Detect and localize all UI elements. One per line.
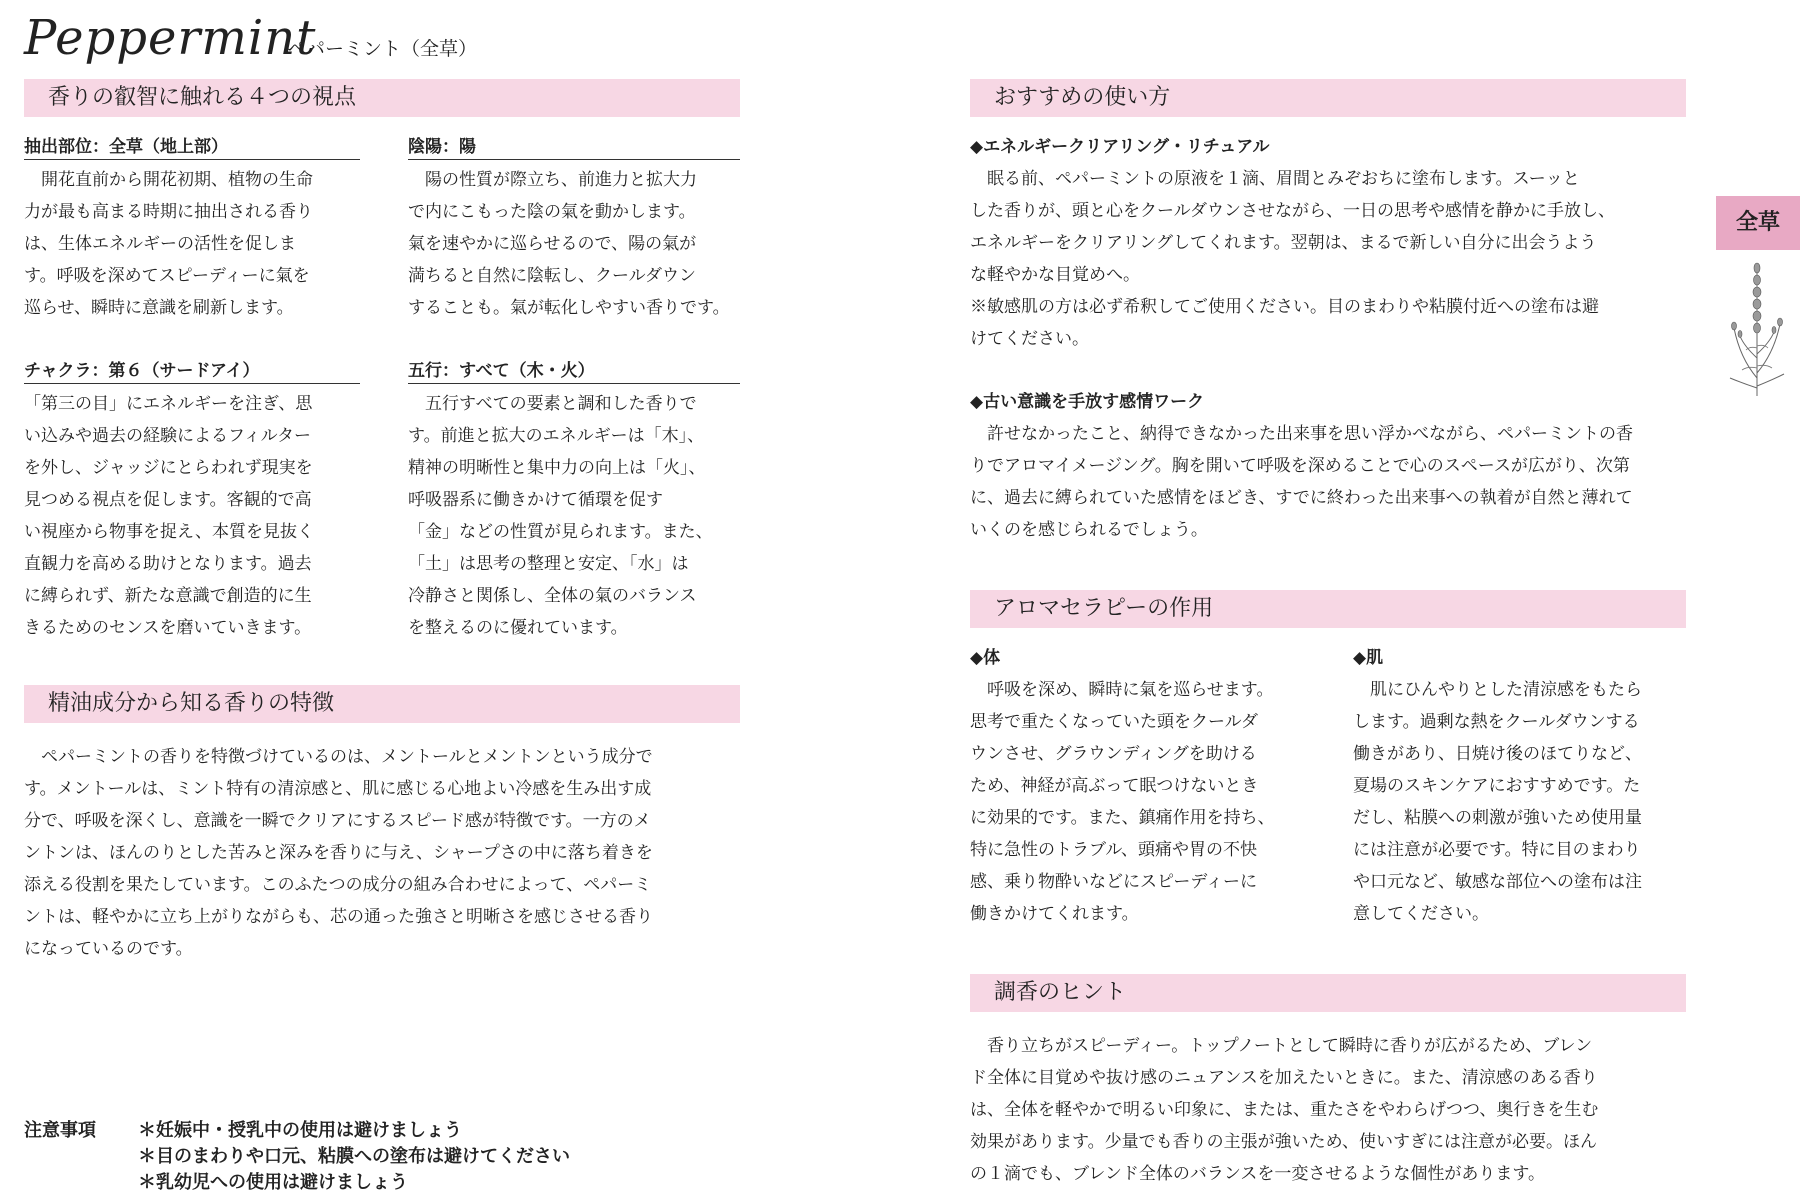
- block-heading-part: 抽出部位：全草（地上部）: [24, 135, 360, 160]
- usage-heading-clearing: ◆エネルギークリアリング・リチュアル: [970, 137, 1270, 157]
- title-ja: ペパーミント（全草）: [287, 38, 478, 60]
- block-heading-yinyang: 陰陽：陽: [408, 135, 740, 160]
- caution-item: ＊目のまわりや口元、粘膜への塗布は避けてください: [138, 1146, 570, 1167]
- aroma-body-body: 呼吸を深め、瞬時に氣を巡らせます。 思考で重たくなっていた頭をクールダ ウンさせ、グラウンディングを助ける ため、神経が高ぶって眠つけないとき に効果的です。また、鎮痛作用を持ち、 特に急性のトラブル、頭痛や胃の不快 感、乗り物酔いなどにスピーディーに 働きかけてくれます。: [970, 680, 1275, 924]
- aroma-heading-body: ◆体: [970, 648, 1001, 668]
- section-title-blending: 調香のヒント: [970, 974, 1686, 1012]
- caution-label: 注意事項: [24, 1120, 96, 1141]
- section-title-usage: おすすめの使い方: [970, 79, 1686, 117]
- block-body-yinyang: 陽の性質が際立ち、前進力と拡大力 で内にこもった陰の氣を動かします。 氣を速やかに巡らせるので、陽の氣が 満ちると自然に陰転し、クールダウン することも。氣が転化しやすい香りです。: [408, 170, 730, 318]
- usage-body-clearing: 眠る前、ペパーミントの原液を１滴、眉間とみぞおちに塗布します。スーッと した香りが、頭と心をクールダウンさせながら、一日の思考や感情を静かに手放し、 エネルギーをクリアリングしてくれます。翌朝は、まるで新しい自分に出会うよう な軽やかな目覚めへ。 ※敏感肌の方は必ず希釈してご使用ください。目のまわりや粘膜付近への塗布は避 けてください。: [970, 169, 1615, 349]
- plant-illustration-icon: [1722, 258, 1792, 398]
- components-body: ペパーミントの香りを特徴づけているのは、メントールとメントンという成分で す。メントールは、ミント特有の清涼感と、肌に感じる心地よい冷感を生み出す成 分で、呼吸を深くし、意識を一瞬でクリアにするスピード感が特徴です。一方のメ ントンは、ほんのりとした苦みと深みを香りに与え、シャープさの中に落ち着きを 添える役割を果たしています。このふたつの成分の組み合わせによって、ペパーミ ントは、軽やかに立ち上がりながらも、芯の通った強さと明晰さを感じさせる香り になっているのです。: [24, 747, 653, 959]
- side-tab-label: 全草: [1716, 196, 1800, 250]
- blending-body: 香り立ちがスピーディー。トップノートとして瞬時に香りが広がるため、ブレン ド全体に目覚めや抜け感のニュアンスを加えたいときに。また、清涼感のある香り は、全体を軽やかで明るい印象に、または、重たさをやわらげつつ、奥行きを生む 効果があります。少量でも香りの主張が強いため、使いすぎには注意が必要。ほん の１滴でも、ブレンド全体のバランスを一変させるような個性があります。: [970, 1036, 1599, 1184]
- aroma-heading-skin: ◆肌: [1353, 648, 1384, 668]
- block-body-fivephase: 五行すべての要素と調和した香りで す。前進と拡大のエネルギーは「木」、 精神の明晰性と集中力の向上は「火」、 呼吸器系に働きかけて循環を促す 「金」などの性質が見られます。また、 「土」は思考の整理と安定、「水」は 冷静さと関係し、全体の氣のバランス を整えるのに優れています。: [408, 394, 713, 638]
- section-title-perspectives: 香りの叡智に触れる４つの視点: [24, 79, 740, 117]
- caution-item: ＊乳幼児への使用は避けましょう: [138, 1172, 408, 1193]
- usage-heading-emotion: ◆古い意識を手放す感情ワーク: [970, 392, 1205, 412]
- aroma-body-skin: 肌にひんやりとした清涼感をもたら します。過剰な熱をクールダウンする 働きがあり、日焼け後のほてりなど、 夏場のスキンケアにおすすめです。た だし、粘膜への刺激が強いため使用量 には注意が必要です。特に目のまわり や口元など、敏感な部位への塗布は注 意してください。: [1353, 680, 1642, 924]
- caution-list: [138, 1118, 570, 1196]
- title-en: Peppermint: [24, 10, 317, 66]
- usage-body-emotion: 許せなかったこと、納得できなかった出来事を思い浮かべながら、ペパーミントの香 りでアロマイメージング。胸を開いて呼吸を深めることで心のスペースが広がり、次第 に、過去に縛られていた感情をほどき、すでに終わった出来事への執着が自然と薄れて いくのを感じられるでしょう。: [970, 424, 1633, 540]
- block-body-part: 開花直前から開花初期、植物の生命 力が最も高まる時期に抽出される香り は、生体エネルギーの活性を促しま す。呼吸を深めてスピーディーに氣を 巡らせ、瞬時に意識を刷新します。: [24, 170, 313, 318]
- block-heading-fivephase: 五行：すべて（木・火）: [408, 359, 740, 384]
- section-title-components: 精油成分から知る香りの特徴: [24, 685, 740, 723]
- block-heading-chakra: チャクラ：第６（サードアイ）: [24, 359, 360, 384]
- caution-item: ＊妊娠中・授乳中の使用は避けましょう: [138, 1120, 462, 1141]
- block-body-chakra: 「第三の目」にエネルギーを注ぎ、思 い込みや過去の経験によるフィルター を外し、ジャッジにとらわれず現実を 見つめる視点を促します。客観的で高 い視座から物事を捉え、本質を見抜く 直観力を高める助けとなります。過去 に縛られず、新たな意識で創造的に生 きるためのセンスを磨いていきます。: [24, 394, 315, 638]
- section-title-aromatherapy: アロマセラピーの作用: [970, 590, 1686, 628]
